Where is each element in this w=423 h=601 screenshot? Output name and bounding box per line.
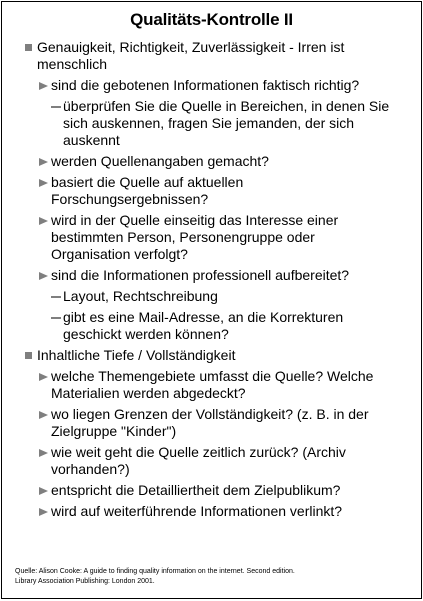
bullet-level3 — [2, 309, 421, 343]
bullet-level3 — [2, 98, 421, 149]
square-bullet-icon — [25, 44, 32, 51]
bullet-text: überprüfen Sie die Quelle in Bereichen, in denen Sie sich auskennen, fragen Sie jemanden, der sich auskennt — [63, 98, 390, 148]
bullet-text: welche Themengebiete umfasst die Quelle? Welche Materialien werden abgedeckt? — [51, 368, 374, 401]
square-bullet-icon — [25, 352, 32, 359]
bullet-level2 — [2, 444, 421, 478]
bullet-level2 — [2, 503, 421, 520]
source-footnote — [15, 567, 411, 587]
triangle-bullet-icon — [39, 487, 48, 495]
bullet-level2 — [2, 267, 421, 284]
triangle-bullet-icon — [39, 272, 48, 280]
footnote-line: Quelle: Alison Cooke: A guide to finding quality information on the internet. Second edition. — [15, 568, 295, 575]
bullet-text: wie weit geht die Quelle zeitlich zurück? (Archiv vorhanden?) — [51, 444, 346, 477]
section — [2, 347, 421, 520]
triangle-bullet-icon — [39, 508, 48, 516]
bullet-text: wo liegen Grenzen der Vollständigkeit? (z. B. in der Zielgruppe "Kinder") — [51, 406, 369, 439]
dash-bullet-icon — [51, 296, 61, 298]
triangle-bullet-icon — [39, 373, 48, 381]
bullet-list — [2, 39, 421, 524]
bullet-level2 — [2, 212, 421, 263]
bullet-text: sind die gebotenen Informationen faktisch richtig? — [51, 77, 360, 93]
triangle-bullet-icon — [39, 158, 48, 166]
triangle-bullet-icon — [39, 179, 48, 187]
bullet-level3 — [2, 288, 421, 305]
slide — [1, 1, 422, 599]
bullet-level1 — [2, 39, 421, 73]
bullet-level2 — [2, 482, 421, 499]
bullet-level1 — [2, 347, 421, 364]
triangle-bullet-icon — [39, 449, 48, 457]
bullet-level2 — [2, 174, 421, 208]
bullet-text: Inhaltliche Tiefe / Vollständigkeit — [37, 347, 236, 363]
bullet-text: werden Quellenangaben gemacht? — [51, 153, 269, 169]
bullet-level2 — [2, 406, 421, 440]
dash-bullet-icon — [51, 106, 61, 108]
bullet-text: wird auf weiterführende Informationen verlinkt? — [51, 503, 343, 519]
dash-bullet-icon — [51, 317, 61, 319]
section — [2, 39, 421, 343]
bullet-text: entspricht die Detailliertheit dem Zielpublikum? — [51, 482, 341, 498]
bullet-text: wird in der Quelle einseitig das Interesse einer bestimmten Person, Personengruppe oder Organisation verfolgt? — [51, 212, 339, 262]
footnote-line: Library Association Publishing: London 2001. — [15, 578, 155, 585]
triangle-bullet-icon — [39, 411, 48, 419]
page-title: Qualitäts-Kontrolle II — [130, 10, 293, 29]
bullet-level2 — [2, 77, 421, 94]
bullet-text: Layout, Rechtschreibung — [63, 288, 218, 304]
bullet-text: gibt es eine Mail-Adresse, an die Korrekturen geschickt werden können? — [63, 309, 344, 342]
bullet-text: Genauigkeit, Richtigkeit, Zuverlässigkeit - Irren ist menschlich — [37, 39, 345, 72]
bullet-text: basiert die Quelle auf aktuellen Forschungsergebnissen? — [51, 174, 244, 207]
bullet-level2 — [2, 368, 421, 402]
triangle-bullet-icon — [39, 82, 48, 90]
bullet-text: sind die Informationen professionell aufbereitet? — [51, 267, 350, 283]
bullet-level2 — [2, 153, 421, 170]
triangle-bullet-icon — [39, 217, 48, 225]
